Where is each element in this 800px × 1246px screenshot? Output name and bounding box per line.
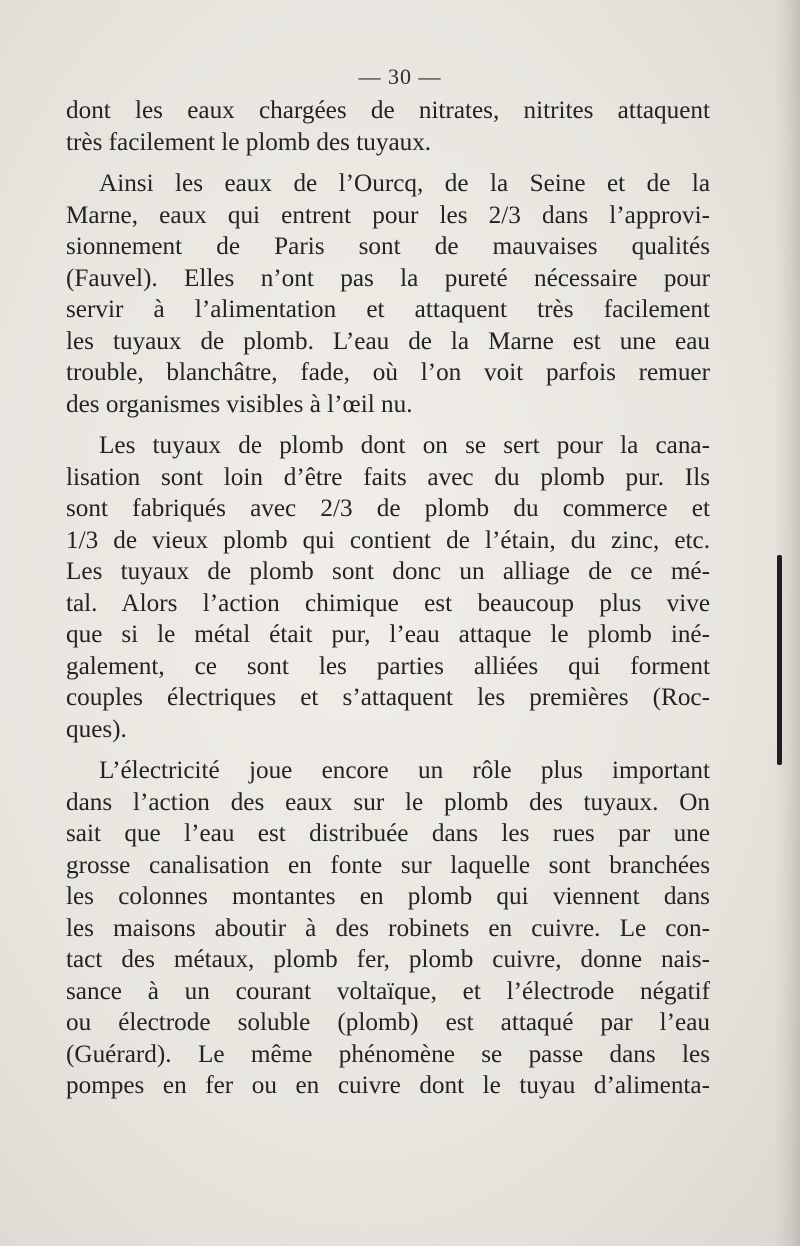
paragraph-1 — [66, 95, 710, 158]
page-number: — 30 — — [358, 64, 442, 89]
text-line: ques). — [66, 715, 127, 743]
text-line: des organismes visibles à l’œil nu. — [66, 390, 413, 418]
body-text — [66, 95, 710, 1102]
text-line: sionnement de Paris sont de mauvaises qualités — [66, 233, 710, 260]
text-line: Ainsi les eaux de l’Ourcq, de la Seine et de la — [99, 170, 710, 197]
text-line: dans l’action des eaux sur le plomb des tuyaux. On — [66, 788, 710, 816]
paragraph-gap — [66, 420, 710, 430]
text-line: tact des métaux, plomb fer, plomb cuivre, donne nais- — [66, 946, 710, 973]
text-line: Les tuyaux de plomb dont on se sert pour la cana- — [99, 432, 710, 459]
paragraph-4 — [66, 755, 710, 1102]
paragraph-3 — [66, 430, 710, 745]
text-line: pompes en fer ou en cuivre dont le tuyau d’alimenta- — [66, 1072, 710, 1099]
text-line: servir à l’alimentation et attaquent très facilement — [66, 296, 710, 323]
text-line: (Fauvel). Elles n’ont pas la pureté nécessaire pour — [66, 264, 710, 292]
text-line: couples électriques et s’attaquent les premières (Roc- — [66, 684, 710, 711]
text-line: sait que l’eau est distribuée dans les rues par une — [66, 820, 710, 847]
text-line: sont fabriqués avec 2/3 de plomb du commerce et — [66, 495, 710, 522]
text-line: 1/3 de vieux plomb qui contient de l’étain, du zinc, etc. — [66, 526, 710, 554]
text-line: grosse canalisation en fonte sur laquelle sont branchées — [66, 851, 710, 879]
text-line: galement, ce sont les parties alliées qui forment — [66, 652, 710, 680]
text-line: dont les eaux chargées de nitrates, nitrites attaquent — [66, 97, 710, 124]
text-line: Marne, eaux qui entrent pour les 2/3 dans l’approvi- — [66, 201, 710, 229]
text-line: Les tuyaux de plomb sont donc un alliage de ce mé- — [66, 558, 710, 585]
paragraph-gap — [66, 158, 710, 168]
text-line: que si le métal était pur, l’eau attaque le plomb iné- — [66, 621, 710, 648]
text-line: très facilement le plomb des tuyaux. — [66, 128, 432, 156]
text-line: (Guérard). Le même phénomène se passe dans les — [66, 1040, 710, 1068]
text-line: trouble, blanchâtre, fade, où l’on voit parfois remuer — [66, 359, 710, 386]
text-line: ou électrode soluble (plomb) est attaqué par l’eau — [66, 1009, 710, 1036]
paragraph-2 — [66, 168, 710, 420]
text-line: les maisons aboutir à des robinets en cuivre. Le con- — [66, 914, 710, 942]
text-line: sance à un courant voltaïque, et l’électrode négatif — [66, 977, 710, 1005]
text-line: L’électricité joue encore un rôle plus important — [99, 757, 710, 784]
text-line: tal. Alors l’action chimique est beaucoup plus vive — [66, 589, 710, 617]
text-line: lisation sont loin d’être faits avec du plomb pur. Ils — [66, 463, 710, 491]
paragraph-gap — [66, 745, 710, 755]
page-edge-mark — [777, 555, 782, 765]
text-line: les colonnes montantes en plomb qui viennent dans — [66, 883, 710, 910]
text-line: les tuyaux de plomb. L’eau de la Marne est une eau — [66, 327, 710, 355]
